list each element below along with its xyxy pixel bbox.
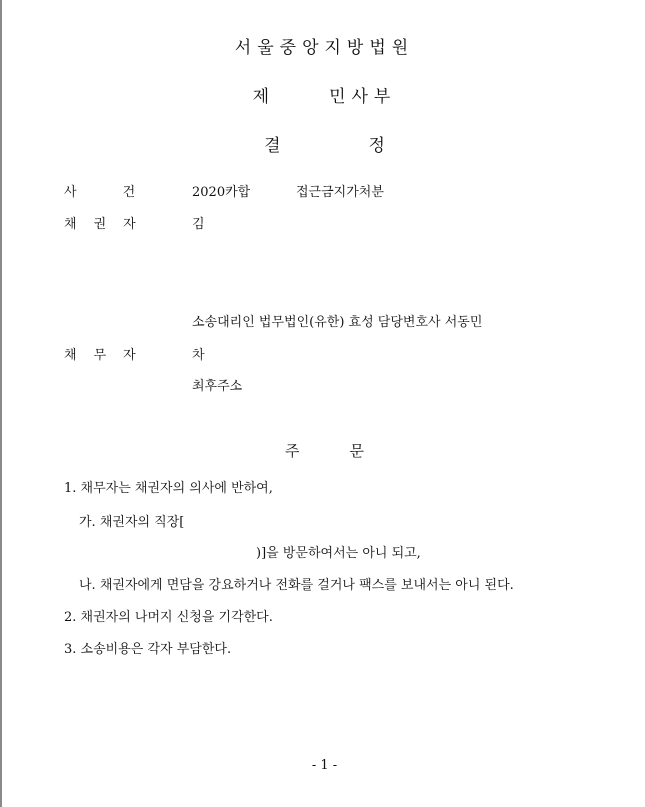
creditor-name: 김 (192, 217, 205, 232)
debtor-name: 차 (192, 348, 205, 363)
debtor-label (64, 344, 136, 363)
order-line-1b: 나. 채권자에게 면담을 강요하거나 전화를 걸거나 팩스를 보내서는 아니 된다. (79, 578, 514, 593)
case-number: 2020카합 (192, 185, 251, 200)
case-label-char: 사 (64, 185, 77, 200)
order-title-char: 문 (349, 442, 364, 460)
debtor-address: 최후주소 (192, 379, 243, 394)
order-line-3: 3. 소송비용은 각자 부담한다. (64, 642, 232, 657)
court-name: 서울중앙지방법원 (234, 38, 415, 58)
debtor-label-char: 채 (64, 348, 77, 363)
division-heading (2, 82, 645, 107)
order-title (2, 440, 645, 461)
page-number: - 1 - (311, 758, 338, 773)
creditor-representative: 소송대리인 법무법인(유한) 효성 담당변호사 서동민 (192, 315, 483, 330)
order-line-1a: 가. 채권자의 직장[ (79, 515, 185, 530)
doctype-char-2: 정 (368, 136, 385, 156)
debtor-label-char: 자 (123, 348, 136, 363)
creditor-label-char: 권 (93, 217, 107, 232)
creditor-label-char: 자 (123, 217, 136, 232)
creditor-label-char: 채 (64, 217, 77, 232)
case-label (64, 181, 135, 200)
order-title-char: 주 (285, 442, 300, 460)
debtor-label-char: 무 (93, 348, 107, 363)
case-label-char: 건 (122, 185, 136, 200)
division-name: 민사부 (329, 87, 397, 107)
order-line-2: 2. 채권자의 나머지 신청을 기각한다. (64, 610, 273, 625)
division-prefix: 제 (252, 87, 270, 107)
order-line-1: 1. 채무자는 채권자의 의사에 반하여, (64, 481, 273, 496)
creditor-label (64, 213, 136, 232)
case-name: 접근금지가처분 (296, 185, 384, 200)
doctype-char-1: 결 (264, 136, 281, 156)
order-line-1a-cont: )]을 방문하여서는 아니 되고, (256, 546, 421, 561)
document-type (2, 131, 645, 156)
